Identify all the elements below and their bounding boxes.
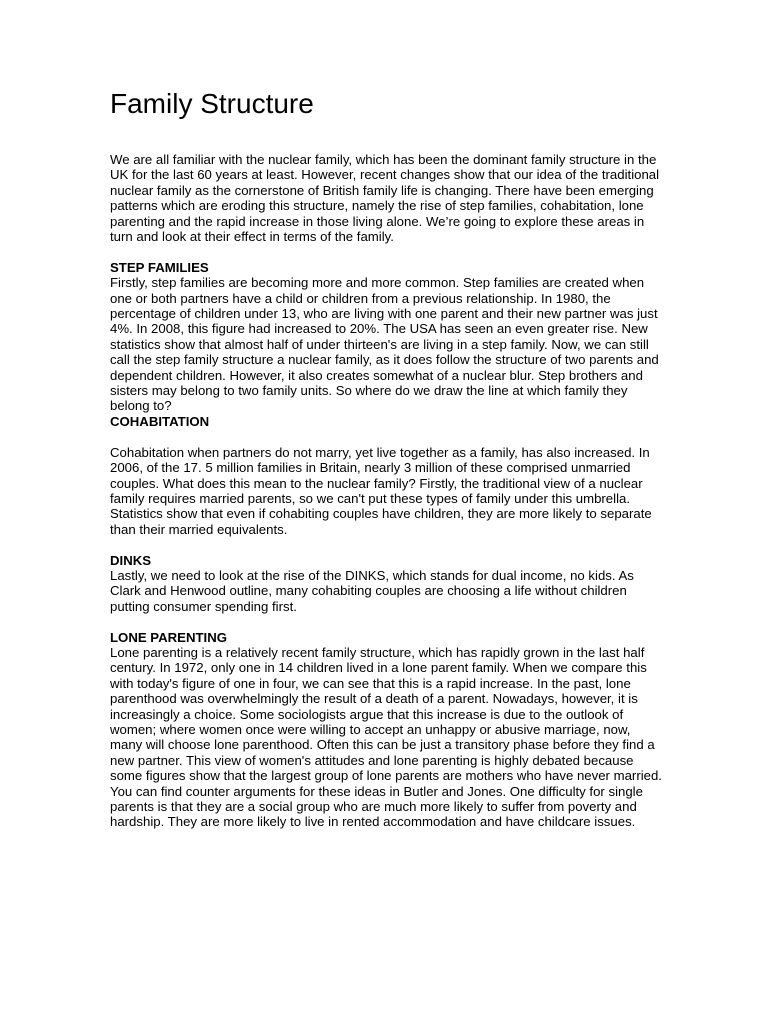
step-families-heading: STEP FAMILIES (110, 259, 209, 275)
paragraph-gap (110, 244, 662, 259)
intro-paragraph: We are all familiar with the nuclear family, which has been the dominant family structure in the UK for the last 60 years at least. However, recent changes show that our idea of the traditional nuclear family as the cornerstone of British family life is changing. There have been emerging patterns which are eroding this structure, namely the rise of step families, cohabitation, lone parenting and the rapid increase in those living alone. We’re going to explore these areas in turn and look at their effect in terms of the family. (110, 152, 660, 245)
document-title: Family Structure (110, 88, 314, 119)
lone-parenting-paragraph: Lone parenting is a relatively recent family structure, which has rapidly grown in the last half century. In 1972, only one in 14 children lived in a lone parent family. When we compare this with today's figure of one in four, we can see that this is a rapid increase. In the past, lone parenthood was overwhelmingly the result of a death of a parent. Nowadays, however, it is increasingly a choice. Some sociologists argue that this increase is due to the outlook of women; where women once were willing to accept an unhappy or abusive marriage, now, many will choose lone parenthood. Often this can be just a transitory phase before they find a new partner. This view of women's attitudes and lone parenting is highly debated because some figures show that the largest group of lone parents are mothers who have never married. You can find counter arguments for these ideas in Butler and Jones. One difficulty for single parents is that they are a social group who are much more likely to suffer from poverty and hardship. They are more likely to live in rented accommodation and have childcare issues. (110, 644, 662, 830)
cohabitation-heading: COHABITATION (110, 413, 210, 429)
paragraph-gap (110, 537, 662, 552)
dinks-heading: DINKS (110, 552, 152, 568)
document-content (110, 86, 662, 830)
paragraph-gap (110, 614, 662, 629)
lone-parenting-heading: LONE PARENTING (110, 629, 227, 645)
step-families-paragraph: Firstly, step families are becoming more and more common. Step families are created when one or both partners have a child or children from a previous relationship. In 1980, the percentage of children under 13, who are living with one parent and their new partner was just 4%. In 2008, this figure had increased to 20%. The USA has seen an even greater rise. New statistics show that almost half of under thirteen's are living in a step family. Now, we can still call the step family structure a nuclear family, as it does follow the structure of two parents and dependent children. However, it also creates somewhat of a nuclear blur. Step brothers and sisters may belong to two family units. So where do we draw the line at which family they belong to? (110, 275, 659, 414)
cohabitation-paragraph: Cohabitation when partners do not marry, yet live together as a family, has also increased. In 2006, of the 17. 5 million families in Britain, nearly 3 million of these comprised unmarried couples. What does this mean to the nuclear family? Firstly, the traditional view of a nuclear family requires married parents, so we can't put these types of family under this umbrella. Statistics show that even if cohabiting couples have children, they are more likely to separate than their married equivalents. (110, 444, 652, 537)
dinks-paragraph: Lastly, we need to look at the rise of the DINKS, which stands for dual income, no kids. As Clark and Henwood outline, many cohabiting couples are choosing a life without children putting consumer spending first. (110, 567, 634, 614)
paragraph-gap (110, 429, 662, 444)
